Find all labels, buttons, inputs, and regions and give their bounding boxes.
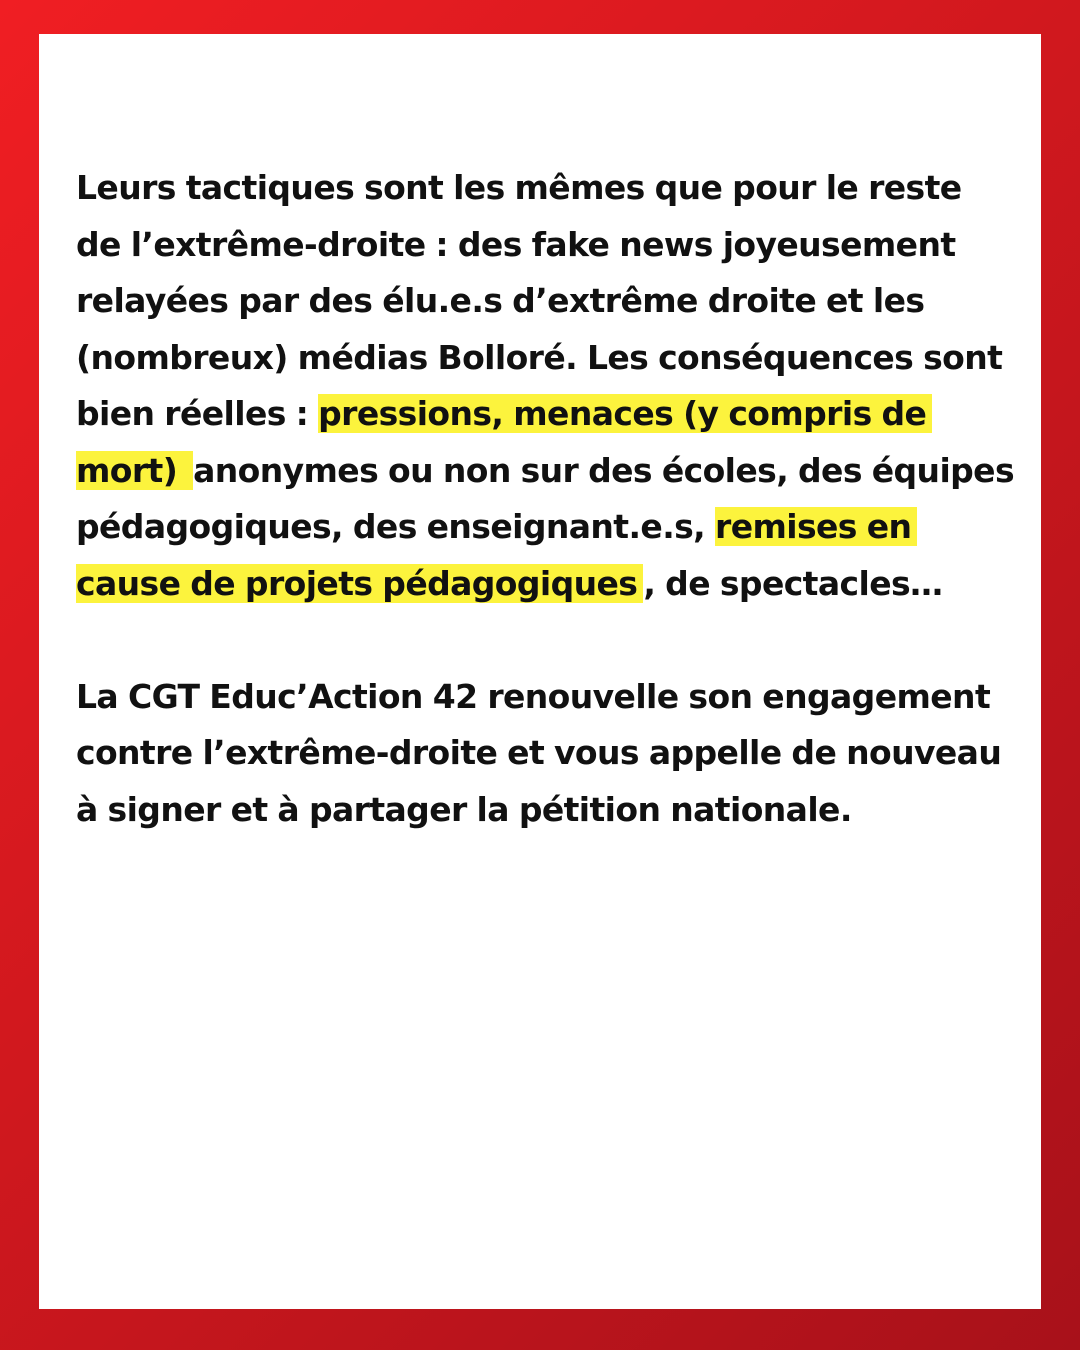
highlight-remises-en-cause: remises en cause de projets pédagogiques [76,507,917,603]
body-text [76,160,1016,838]
highlight-pressions-menaces: pressions, menaces (y compris de mort) [76,394,932,490]
paragraph-engagement: La CGT Educ’Action 42 renouvelle son engagement contre l’extrême-droite et vous appelle de nouveau à signer et à partager la pétition nationale. [76,676,1002,829]
content-card [39,34,1041,1309]
paragraph-tactics-intro: Leurs tactiques sont les mêmes que pour le reste de l’extrême-droite : des fake news joyeusement relayées par des élu.e.s d’extrême droite et les (nombreux) médias Bolloré. Les conséquences sont bien réelles : [76,168,1003,433]
paragraph-tactics-end: , de spectacles… [643,563,943,603]
paragraph-tactics [76,160,1016,612]
paragraph-tactics-middle: anonymes ou non sur des écoles, des équipes pédagogiques, des enseignant.e.s, [76,450,1015,546]
